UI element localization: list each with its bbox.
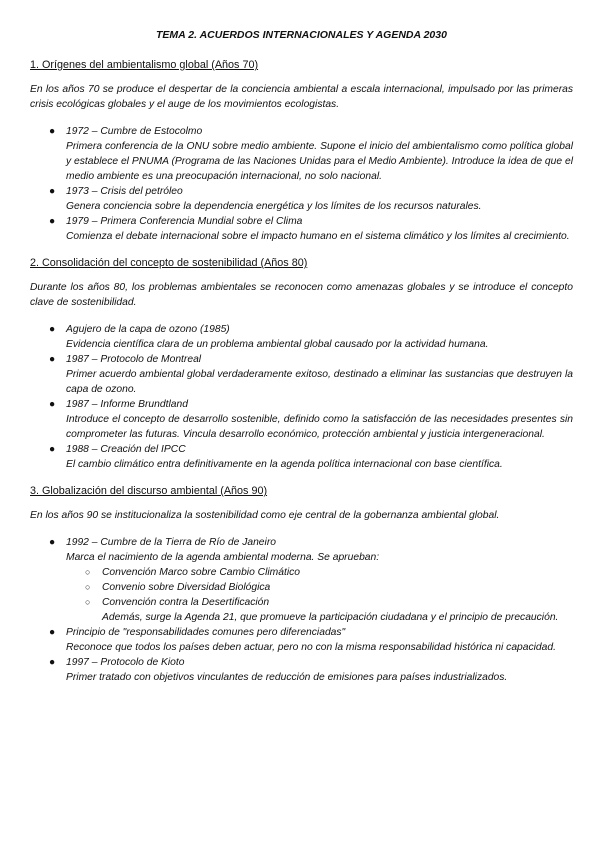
list-item (30, 184, 573, 214)
section-heading: 1. Orígenes del ambientalismo global (Años 70) (30, 59, 259, 71)
section-heading: 2. Consolidación del concepto de sostenibilidad (Años 80) (30, 257, 308, 269)
sub-item-text: Convenio sobre Diversidad Biológica (102, 582, 271, 593)
event-title: 1979 – Primera Conferencia Mundial sobre el Clima (66, 216, 303, 227)
bullet-icon: ● (49, 186, 56, 197)
event-description: Marca el nacimiento de la agenda ambiental moderna. Se aprueban: (66, 552, 380, 563)
event-description: Evidencia científica clara de un problema ambiental global causado por la actividad humana. (66, 339, 489, 350)
bullet-icon: ● (49, 657, 56, 668)
event-title: 1972 – Cumbre de Estocolmo (66, 126, 203, 137)
event-title: 1997 – Protocolo de Kioto (66, 657, 185, 668)
event-description: Primer tratado con objetivos vinculantes de reducción de emisiones para países industrializados. (66, 672, 508, 683)
hollow-bullet-icon: ○ (85, 597, 91, 607)
event-description: Genera conciencia sobre la dependencia energética y los límites de los recursos naturales. (66, 201, 482, 212)
sub-list-item (66, 580, 573, 595)
section-intro: En los años 90 se institucionaliza la sostenibilidad como eje central de la gobernanza ambiental global. (30, 510, 500, 521)
section-intro: En los años 70 se produce el despertar de la conciencia ambiental a escala internacional, impulsado por las primeras crisis ecológicas globales y el auge de los movimientos ecologistas. (30, 84, 573, 110)
sub-list (66, 565, 573, 610)
bullet-icon: ● (49, 216, 56, 227)
list-item (30, 124, 573, 184)
sub-list-item (66, 565, 573, 580)
event-title: 1973 – Crisis del petróleo (66, 186, 183, 197)
document-title: TEMA 2. ACUERDOS INTERNACIONALES Y AGENDA 2030 (156, 29, 447, 41)
list-item (30, 352, 573, 397)
event-list (30, 535, 573, 685)
section-2 (30, 256, 573, 472)
bullet-icon: ● (49, 444, 56, 455)
event-description: Reconoce que todos los países deben actuar, pero no con la misma responsabilidad histórica ni capacidad. (66, 642, 556, 653)
sub-list-item (66, 595, 573, 610)
event-description: El cambio climático entra definitivamente en la agenda política internacional con base científica. (66, 459, 503, 470)
event-title: 1987 – Informe Brundtland (66, 399, 188, 410)
sub-item-text: Convención Marco sobre Cambio Climático (102, 567, 301, 578)
section-intro: Durante los años 80, los problemas ambientales se reconocen como amenazas globales y se introduce el concepto clave de sostenibilidad. (30, 282, 573, 308)
event-title: Agujero de la capa de ozono (1985) (66, 324, 230, 335)
section-1 (30, 58, 573, 244)
list-item (30, 442, 573, 472)
event-extra-note: Además, surge la Agenda 21, que promueve la participación ciudadana y el principio de precaución. (102, 612, 559, 623)
event-title: 1987 – Protocolo de Montreal (66, 354, 202, 365)
event-title: 1992 – Cumbre de la Tierra de Río de Janeiro (66, 537, 276, 548)
hollow-bullet-icon: ○ (85, 567, 91, 577)
section-3 (30, 484, 573, 685)
event-description: Comienza el debate internacional sobre el impacto humano en el sistema climático y los límites al crecimiento. (66, 231, 570, 242)
list-item (30, 322, 573, 352)
bullet-icon: ● (49, 126, 56, 137)
bullet-icon: ● (49, 354, 56, 365)
hollow-bullet-icon: ○ (85, 582, 91, 592)
list-item (30, 535, 573, 625)
bullet-icon: ● (49, 324, 56, 335)
list-item (30, 214, 573, 244)
event-description: Primera conferencia de la ONU sobre medio ambiente. Supone el inicio del ambientalismo como política global y establece el PNUMA (Programa de las Naciones Unidas para el Medio Ambiente). Introduce la idea de que el medio ambiente es una preocupación internacional, no solo nacional. (66, 141, 573, 182)
event-list (30, 124, 573, 244)
event-title: Principio de "responsabilidades comunes pero diferenciadas" (66, 627, 346, 638)
bullet-icon: ● (49, 537, 56, 548)
bullet-icon: ● (49, 399, 56, 410)
event-description: Introduce el concepto de desarrollo sostenible, definido como la satisfacción de las necesidades presentes sin comprometer las futuras. Vincula desarrollo económico, protección ambiental y justicia intergeneracional. (66, 414, 573, 440)
list-item (30, 397, 573, 442)
list-item (30, 655, 573, 685)
event-list (30, 322, 573, 472)
list-item (30, 625, 573, 655)
sub-item-text: Convención contra la Desertificación (102, 597, 270, 608)
section-heading: 3. Globalización del discurso ambiental (Años 90) (30, 485, 268, 497)
event-description: Primer acuerdo ambiental global verdaderamente exitoso, destinado a eliminar las sustancias que destruyen la capa de ozono. (66, 369, 573, 395)
event-title: 1988 – Creación del IPCC (66, 444, 186, 455)
document-page (30, 28, 573, 697)
bullet-icon: ● (49, 627, 56, 638)
